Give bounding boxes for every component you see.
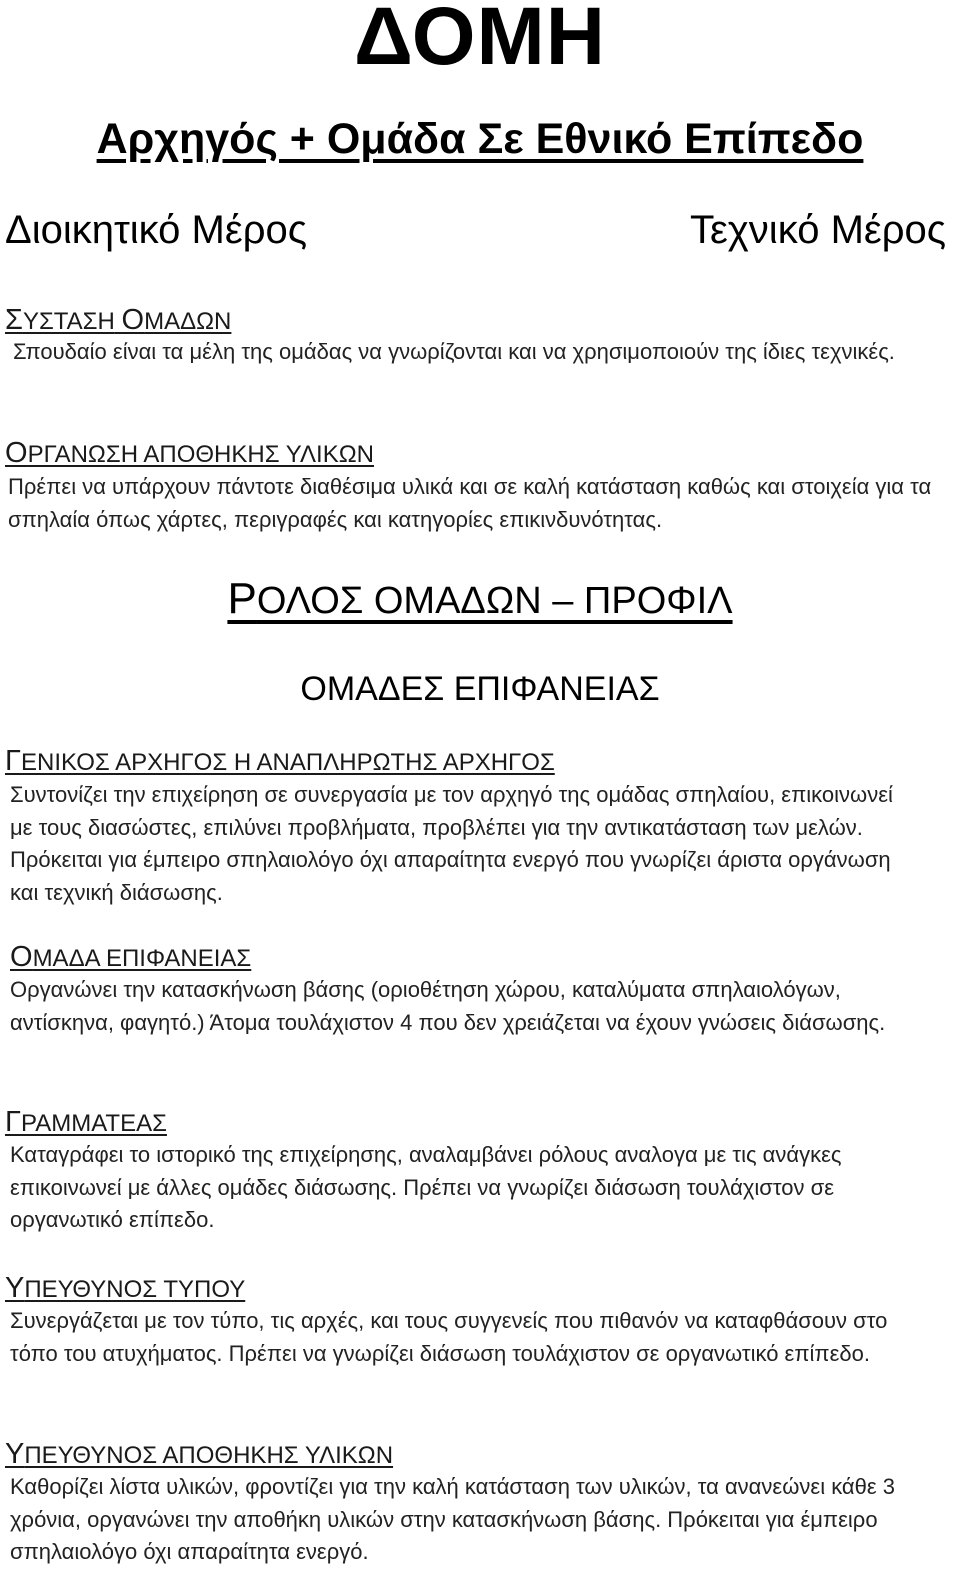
heading-initial: Ο <box>121 304 145 336</box>
heading-rest: ΜΑΔΩΝ <box>144 308 232 335</box>
heading-initial: Ο <box>5 437 28 469</box>
role-heading-press-officer <box>5 1274 245 1303</box>
heading-rest: ΠΕΥΘΥΝΟΣ ΤΥΠΟΥ <box>24 1276 246 1303</box>
heading-initial: Υ <box>5 1272 25 1304</box>
role-profile-heading <box>0 574 960 623</box>
role-text-storage-officer: Καθορίζει λίστα υλικών, φροντίζει για την καλή κατάσταση των υλικών, τα ανανεώνει κάθε 3 χρόνια, οργανώνει την αποθήκη υλικών στην κατασκήνωση βάσης. Πρόκειται για έμπειρο σπηλαιολόγο όχι απαραίτητα ενεργό. <box>10 1474 896 1564</box>
role-text-general-leader: Συντονίζει την επιχείρηση σε συνεργασία με τον αρχηγό της ομάδας σπηλαίου, επικοινωνεί με τους διασώστες, επιλύνει προβλήματα, προβλέπει για την αντικατάσταση των μελών. Πρόκειται για έμπειρο σπηλαιολόγο όχι απαραίτητα ενεργό που γνωρίζει άριστα οργάνωση και τεχνική διάσωσης. <box>10 782 893 905</box>
heading-initial: Γ <box>5 1106 21 1138</box>
role-heading-secretary <box>5 1108 167 1137</box>
heading-rest: ΡΓΑΝΩΣΗ ΑΠΟΘΗΚΗΣ ΥΛΙΚΩΝ <box>27 441 375 468</box>
heading-rest: ΕΝΙΚΟΣ ΑΡΧΗΓΟΣ Η ΑΝΑΠΛΗΡΩΤΗΣ ΑΡΧΗΓΟΣ <box>20 749 555 776</box>
section-text-storage-organisation: Πρέπει να υπάρχουν πάντοτε διαθέσιμα υλικά και σε καλή κατάσταση καθώς και στοιχεία για τα σπηλαία όπως χάρτες, περιγραφές και κατηγορίες επικινδυνότητας. <box>8 474 932 532</box>
heading-initial: Υ <box>5 1438 25 1470</box>
heading-rest: ΜΑΔΑ ΕΠΙΦΑΝΕΙΑΣ <box>32 945 252 972</box>
column-heading-technical: Τεχνικό Μέρος <box>689 208 946 252</box>
role-text-secretary: Καταγράφει το ιστορικό της επιχείρησης, αναλαμβάνει ρόλους αναλογα με τις ανάγκες επικοινωνεί με άλλες ομάδες διάσωσης. Πρέπει να γνωρίζει διάσωση τουλάχιστον σε οργανωτικό επίπεδο. <box>10 1142 842 1232</box>
page-subtitle-text: Αρχηγός + Ομάδα Σε Εθνικό Επίπεδο <box>96 115 864 163</box>
heading-rest: ΠΕΥΘΥΝΟΣ ΑΠΟΘΗΚΗΣ ΥΛΙΚΩΝ <box>24 1442 394 1469</box>
role-heading-surface-team <box>10 943 251 972</box>
heading-rest: ΡΑΜΜΑΤΕΑΣ <box>20 1110 167 1137</box>
role-heading-storage-officer <box>5 1440 393 1469</box>
heading-initial: Γ <box>5 745 21 777</box>
section-heading-storage-organisation <box>5 439 374 468</box>
heading-rest: ΟΛΟΣ ΟΜΑΔΩΝ – ΠΡΟΦΙΛ <box>256 580 733 622</box>
role-profile-heading-text <box>227 574 733 623</box>
section-heading-team-composition <box>5 306 231 335</box>
role-text-surface-team: Οργανώνει την κατασκήνωση βάσης (οριοθέτηση χώρου, καταλύματα σπηλαιολόγων, αντίσκηνα, φαγητό.) Άτομα τουλάχιστον 4 που δεν χρειάζεται να έχουν γνώσεις διάσωσης. <box>10 977 886 1035</box>
section-text-team-composition: Σπουδαίο είναι τα μέλη της ομάδας να γνωρίζονται και να χρησιμοποιούν της ίδιες τεχνικές. <box>13 339 895 364</box>
column-heading-administrative: Διοικητικό Μέρος <box>5 208 307 252</box>
heading-initial: Ρ <box>227 574 257 623</box>
page-subtitle <box>0 115 960 163</box>
page-title: ΔΟΜΗ <box>353 0 607 82</box>
role-heading-general-leader <box>5 747 555 776</box>
surface-teams-heading: ΟΜΑΔΕΣ ΕΠΙΦΑΝΕΙΑΣ <box>300 670 660 708</box>
heading-initial: Ο <box>10 941 33 973</box>
heading-initial: Σ <box>5 304 23 336</box>
role-text-press-officer: Συνεργάζεται με τον τύπο, τις αρχές, και τους συγγενείς που πιθανόν να καταφθάσουν στο τόπο του ατυχήματος. Πρέπει να γνωρίζει διάσωση τουλάχιστον σε οργανωτικό επίπεδο. <box>10 1308 888 1366</box>
heading-rest: ΥΣΤΑΣΗ <box>22 308 115 335</box>
